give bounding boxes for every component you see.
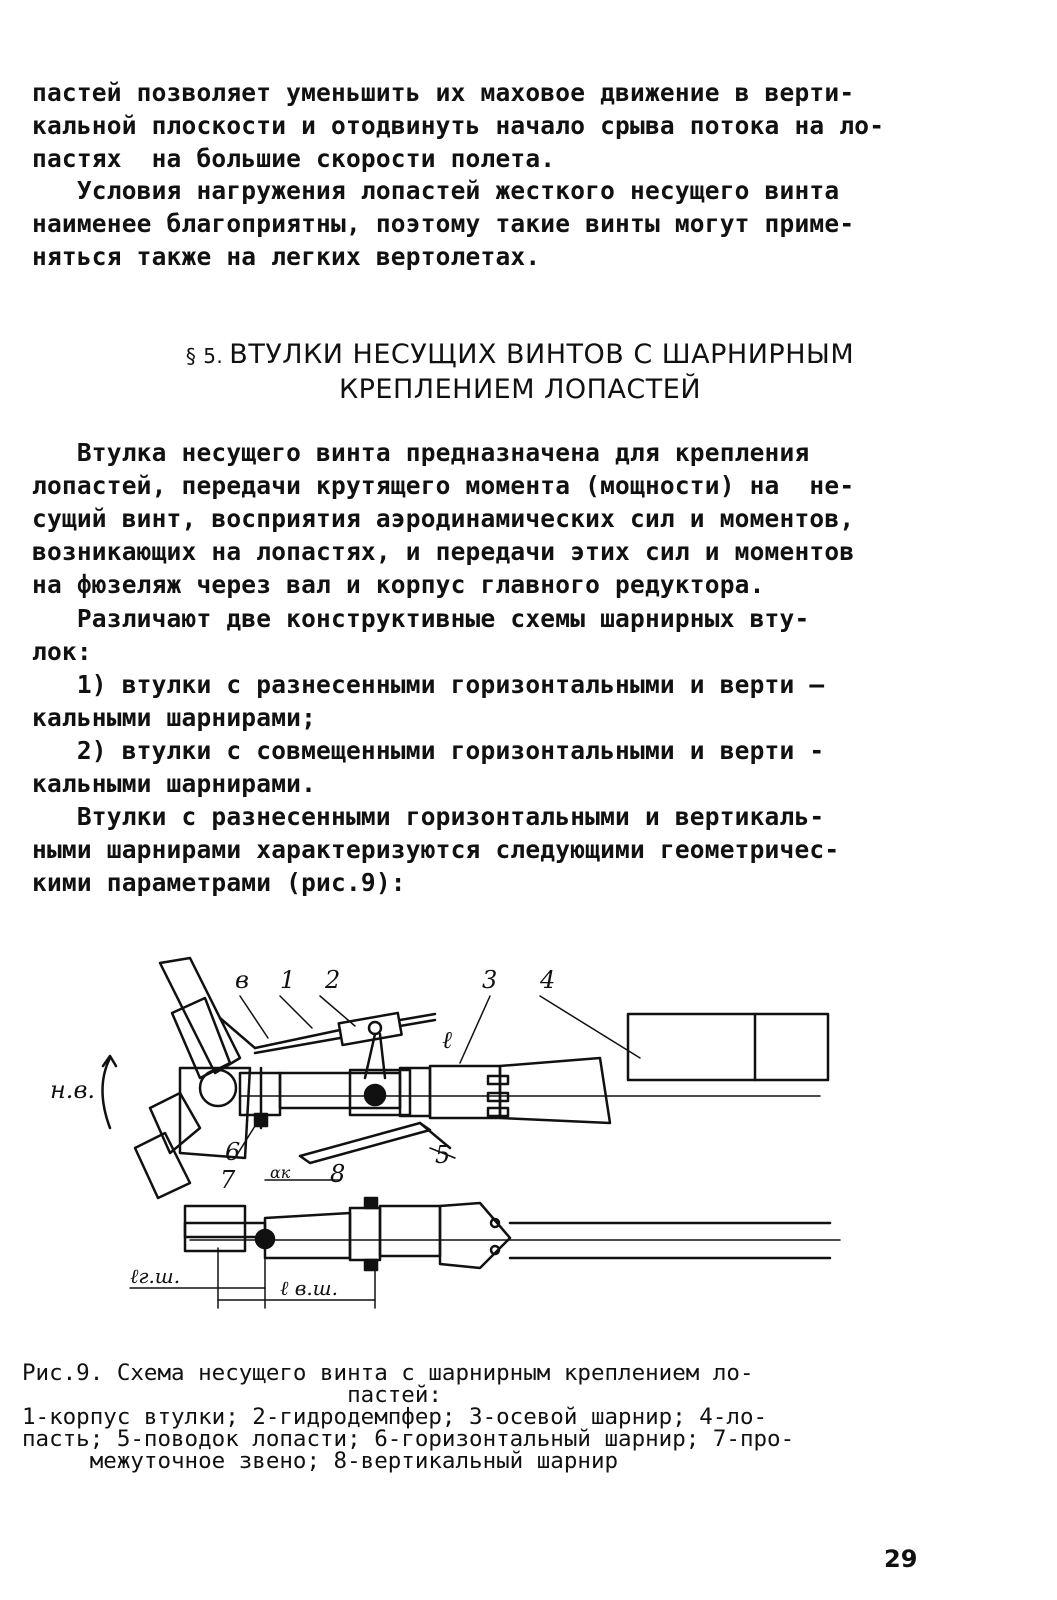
paragraph-schemes bbox=[32, 602, 967, 668]
text-line: Втулка несущего винта предназначена для крепления bbox=[32, 438, 810, 467]
text-line: Условия нагружения лопастей жесткого несущего винта bbox=[32, 176, 840, 205]
list-item-1 bbox=[32, 668, 967, 734]
text-line: 1) втулки с разнесенными горизонтальными и верти — bbox=[32, 670, 825, 699]
section-heading bbox=[80, 338, 960, 406]
label-4: 4 bbox=[540, 966, 556, 994]
label-3: 3 bbox=[482, 966, 498, 994]
paragraph-conditions bbox=[32, 174, 967, 273]
axial-hinge bbox=[240, 1058, 820, 1123]
text-line: кальной плоскости и отодвинуть начало срыва потока на ло- bbox=[32, 111, 885, 140]
text-line: пастей позволяет уменьшить их маховое движение в верти- bbox=[32, 78, 855, 107]
text-line: 2) втулки с совмещенными горизонтальными и верти - bbox=[32, 736, 825, 765]
text-line: ными шарнирами характеризуются следующими геометричес- bbox=[32, 835, 840, 864]
caption-line: Рис.9. Схема несущего винта с шарнирным креплением ло- bbox=[22, 1360, 754, 1386]
caption-line: пастей: bbox=[22, 1382, 442, 1408]
label-2: 2 bbox=[325, 966, 341, 994]
label-l: ℓ bbox=[442, 1026, 452, 1054]
text-line: возникающих на лопастях, и передачи этих сил и моментов bbox=[32, 537, 855, 566]
text-line: на фюзеляж через вал и корпус главного редуктора. bbox=[32, 570, 765, 599]
section-title-line-1: ВТУЛКИ НЕСУЩИХ ВИНТОВ С ШАРНИРНЫМ bbox=[229, 339, 855, 370]
label-6: 6 bbox=[225, 1138, 241, 1166]
intermediate-link-top bbox=[280, 1068, 430, 1116]
text-line: лок: bbox=[32, 637, 92, 666]
label-rotation: н.в. bbox=[50, 1076, 96, 1104]
text-line: пастях на большие скорости полета. bbox=[32, 144, 556, 173]
label-5: 5 bbox=[435, 1141, 451, 1169]
caption-line: межуточное звено; 8-вертикальный шарнир bbox=[22, 1448, 619, 1474]
pitch-horn bbox=[300, 1123, 450, 1163]
section-number: § 5. bbox=[185, 344, 224, 368]
label-b: в bbox=[235, 966, 249, 994]
rotor-hub-diagram bbox=[40, 948, 1030, 1348]
caption-line: пасть; 5-поводок лопасти; 6-горизонтальный шарнир; 7-про- bbox=[22, 1426, 795, 1452]
page-number: 29 bbox=[884, 1545, 918, 1573]
caption-line: 1-корпус втулки; 2-гидродемпфер; 3-осевой шарнир; 4-ло- bbox=[22, 1404, 768, 1430]
label-alpha: αк bbox=[270, 1163, 291, 1182]
text-line: Втулки с разнесенными горизонтальными и вертикаль- bbox=[32, 802, 825, 831]
dimension-lines bbox=[130, 1180, 375, 1308]
label-7: 7 bbox=[220, 1166, 236, 1194]
section-title-line-2: КРЕПЛЕНИЕМ ЛОПАСТЕЙ bbox=[338, 374, 702, 405]
text-line: сущий винт, восприятия аэродинамических сил и моментов, bbox=[32, 504, 855, 533]
label-1: 1 bbox=[280, 966, 296, 994]
label-8: 8 bbox=[330, 1160, 346, 1188]
leader-lines bbox=[235, 996, 640, 1158]
lower-view bbox=[185, 1198, 840, 1270]
text-line: кими параметрами (рис.9): bbox=[32, 868, 406, 897]
figure-caption bbox=[22, 1362, 1022, 1472]
text-line: лопастей, передачи крутящего момента (мощности) на не- bbox=[32, 471, 855, 500]
label-l-gsh: ℓг.ш. bbox=[130, 1264, 181, 1288]
blade bbox=[628, 1014, 828, 1080]
paragraph-purpose bbox=[32, 436, 967, 601]
text-line: кальными шарнирами; bbox=[32, 703, 317, 732]
list-item-2 bbox=[32, 734, 967, 800]
label-l-vsh: ℓ в.ш. bbox=[280, 1276, 338, 1300]
intro-paragraph bbox=[32, 76, 967, 175]
text-line: наименее благоприятны, поэтому такие винты могут приме- bbox=[32, 209, 855, 238]
paragraph-params bbox=[32, 800, 967, 899]
text-line: Различают две конструктивные схемы шарнирных вту- bbox=[32, 604, 810, 633]
text-line: кальными шарнирами. bbox=[32, 769, 317, 798]
rotation-arrow bbox=[103, 1058, 111, 1128]
text-line: няться также на легких вертолетах. bbox=[32, 242, 541, 271]
